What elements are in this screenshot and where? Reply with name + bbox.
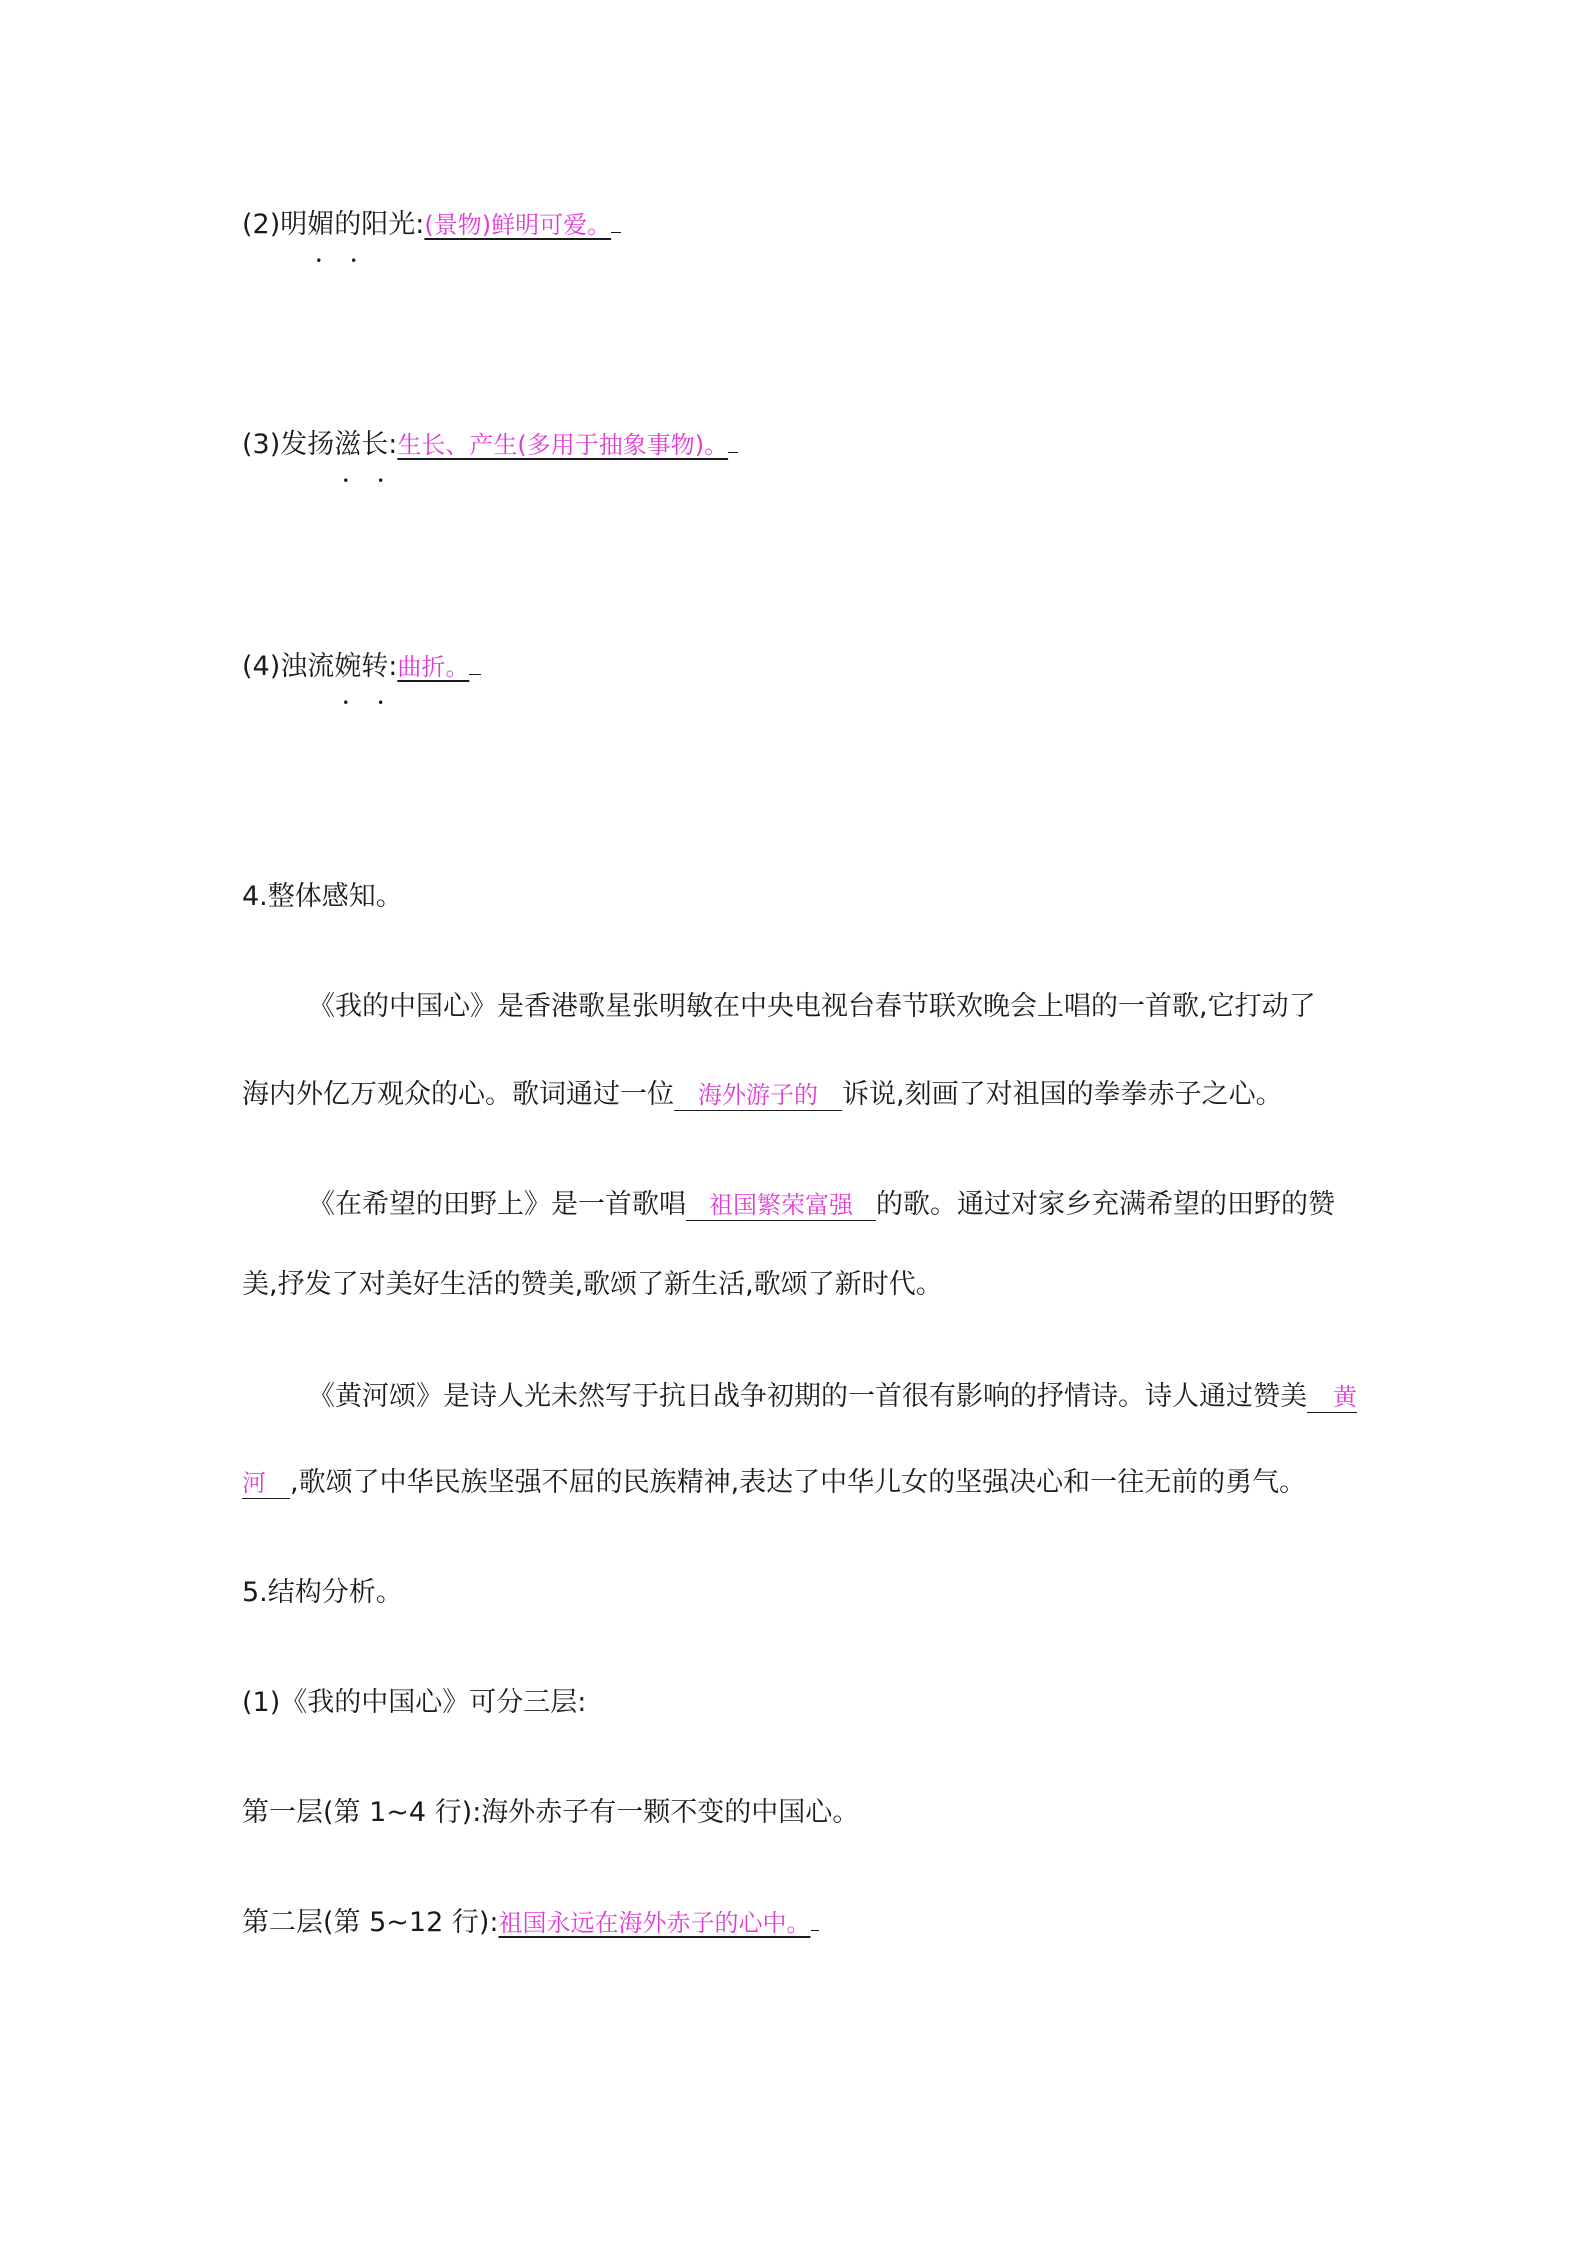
paragraph-text: 海内外亿万观众的心。歌词通过一位 xyxy=(242,1079,674,1110)
paragraph-text: 的歌。通过对家乡充满希望的田野的赞 xyxy=(876,1189,1335,1220)
section-4-heading: 4.整体感知。 xyxy=(242,881,403,912)
fill-blank-answer: 海外游子的 xyxy=(674,1080,842,1111)
structure-subheading: (1)《我的中国心》可分三层: xyxy=(242,1687,587,1718)
paragraph-2-line-1 xyxy=(308,1188,1335,1222)
paragraph-1-line-1: 《我的中国心》是香港歌星张明敏在中央电视台春节联欢晚会上唱的一首歌,它打动了 xyxy=(308,991,1316,1022)
layer-label: 第二层(第 5~12 行): xyxy=(242,1907,499,1938)
fill-blank-answer: 祖国繁荣富强 xyxy=(686,1190,876,1221)
paragraph-text: ,歌颂了中华民族坚强不屈的民族精神,表达了中华儿女的坚强决心和一往无前的勇气。 xyxy=(290,1467,1307,1498)
vocab-word-start: 发扬 xyxy=(280,429,335,460)
vocab-word-start: 浊流 xyxy=(280,651,335,682)
paragraph-text: 《黄河颂》是诗人光未然写于抗日战争初期的一首很有影响的抒情诗。诗人通过赞美 xyxy=(308,1381,1307,1412)
paragraph-text: 诉说,刻画了对祖国的拳拳赤子之心。 xyxy=(842,1079,1283,1110)
fill-blank-answer-part1: 黄 xyxy=(1307,1382,1357,1413)
emphasized-characters: 滋长 • • xyxy=(334,428,388,462)
vocab-item-4 xyxy=(242,650,481,684)
paragraph-text: 《在希望的田野上》是一首歌唱 xyxy=(308,1189,686,1220)
emphasized-characters: 媚的 • • xyxy=(307,208,361,242)
answer-text: (景物)鲜明可爱。 xyxy=(424,211,612,239)
item-number: (3) xyxy=(242,429,281,460)
layer-1: 第一层(第 1~4 行):海外赤子有一颗不变的中国心。 xyxy=(242,1797,860,1828)
vocab-word-end: : xyxy=(388,651,398,682)
answer-underline-tail xyxy=(611,232,621,233)
answer-underline-tail xyxy=(811,1930,819,1931)
vocab-item-2 xyxy=(242,208,621,242)
item-number: (4) xyxy=(242,651,281,682)
emphasized-characters: 婉转 • • xyxy=(334,650,388,684)
vocab-word-end: 阳光: xyxy=(361,209,425,240)
layer-2 xyxy=(242,1906,819,1940)
vocab-word-start: 明 xyxy=(280,209,308,240)
paragraph-3-line-1 xyxy=(308,1380,1357,1414)
answer-text: 曲折。 xyxy=(397,653,470,681)
vocab-word-end: : xyxy=(388,429,398,460)
vocab-item-3 xyxy=(242,428,738,462)
answer-underline-tail xyxy=(469,674,481,675)
answer-text: 祖国永远在海外赤子的心中。 xyxy=(498,1909,811,1937)
section-5-heading: 5.结构分析。 xyxy=(242,1577,403,1608)
answer-underline-tail xyxy=(728,452,738,453)
fill-blank-answer-part2: 河 xyxy=(242,1468,290,1499)
answer-text: 生长、产生(多用于抽象事物)。 xyxy=(397,431,729,459)
paragraph-3-line-2 xyxy=(242,1466,1306,1500)
item-number: (2) xyxy=(242,209,281,240)
paragraph-2-line-2: 美,抒发了对美好生活的赞美,歌颂了新生活,歌颂了新时代。 xyxy=(242,1269,943,1300)
paragraph-1-line-2 xyxy=(242,1078,1283,1112)
